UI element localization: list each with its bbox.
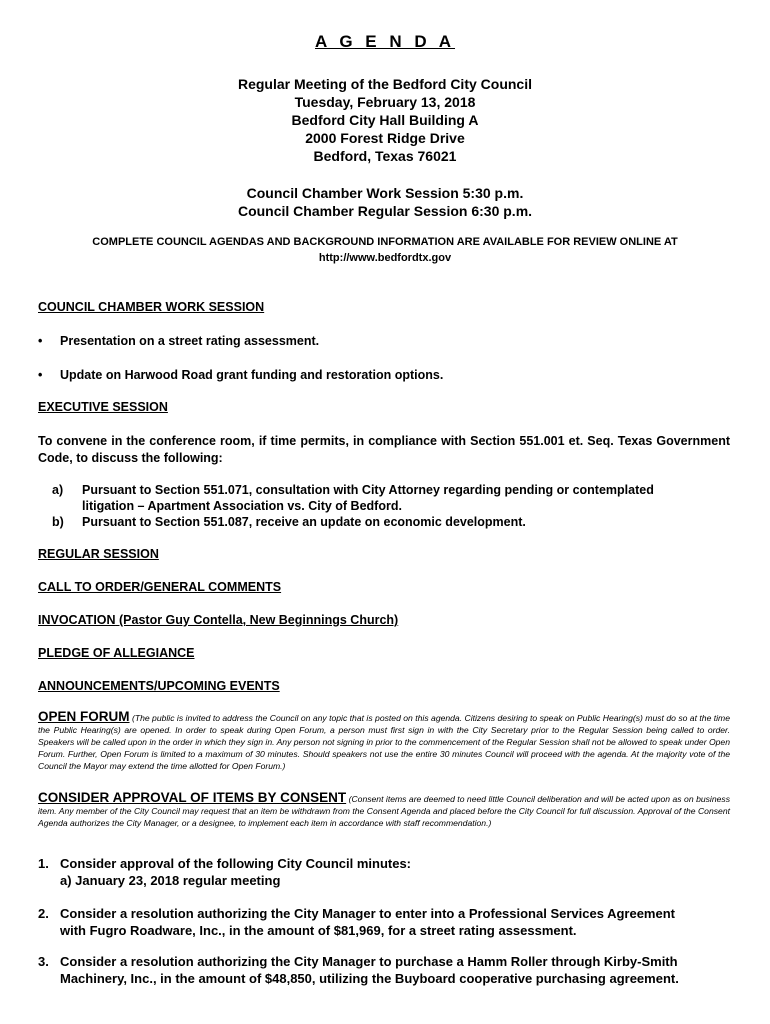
consent-block	[38, 792, 730, 829]
item-number: 1.	[38, 856, 49, 871]
call-to-order-heading: CALL TO ORDER/GENERAL COMMENTS	[38, 580, 282, 594]
invocation-heading	[38, 613, 398, 627]
item-line: Consider a resolution authorizing the City Manager to purchase a Hamm Roller through Kirby-Smith	[60, 954, 678, 969]
invocation-label: INVOCATION	[38, 613, 116, 627]
work-session-bullet-2	[38, 368, 443, 382]
meeting-city: Bedford, Texas 76021	[313, 148, 457, 164]
item-line: a) January 23, 2018 regular meeting	[60, 873, 281, 888]
consent-item-2	[38, 905, 732, 939]
work-session-heading: COUNCIL CHAMBER WORK SESSION	[38, 300, 265, 314]
open-forum-heading: OPEN FORUM	[38, 709, 130, 724]
consent-heading: CONSIDER APPROVAL OF ITEMS BY CONSENT	[38, 790, 347, 805]
executive-item-b	[52, 514, 730, 530]
executive-session-heading: EXECUTIVE SESSION	[38, 400, 168, 414]
invocation-detail: (Pastor Guy Contella, New Beginnings Church)	[115, 613, 399, 627]
item-line: with Fugro Roadware, Inc., in the amount of $81,969, for a street rating assessment.	[60, 923, 577, 938]
meeting-date: Tuesday, February 13, 2018	[294, 94, 476, 110]
meeting-building: Bedford City Hall Building A	[291, 112, 479, 128]
consent-item-1	[38, 855, 732, 889]
bullet-glyph: •	[38, 368, 43, 382]
executive-item-a	[52, 482, 730, 514]
consent-item-3	[38, 953, 732, 987]
executive-session-intro: To convene in the conference room, if time permits, in compliance with Section 551.001 et. Seq. Texas Government Code, to discuss the following:	[38, 434, 730, 465]
item-number: 2.	[38, 906, 49, 921]
work-session-bullet-1	[38, 334, 319, 348]
bullet-glyph: •	[38, 334, 43, 348]
item-label: a)	[52, 483, 64, 497]
agenda-title: A G E N D A	[314, 32, 456, 51]
work-session-time: Council Chamber Work Session 5:30 p.m.	[246, 185, 524, 201]
announcements-heading: ANNOUNCEMENTS/UPCOMING EVENTS	[38, 679, 280, 693]
regular-session-time: Council Chamber Regular Session 6:30 p.m.	[237, 203, 533, 219]
bullet-text: Update on Harwood Road grant funding and restoration options.	[60, 368, 444, 382]
meeting-street: 2000 Forest Ridge Drive	[305, 130, 465, 146]
online-notice-text: COMPLETE COUNCIL AGENDAS AND BACKGROUND INFORMATION ARE AVAILABLE FOR REVIEW ONLINE AT	[92, 236, 678, 248]
bullet-text: Presentation on a street rating assessment.	[60, 334, 320, 348]
item-line: Pursuant to Section 551.087, receive an update on economic development.	[82, 515, 526, 529]
item-line: litigation – Apartment Association vs. City of Bedford.	[82, 499, 402, 513]
item-label: b)	[52, 515, 64, 529]
item-line: Consider approval of the following City Council minutes:	[60, 856, 412, 871]
online-notice-url: http://www.bedfordtx.gov	[318, 252, 452, 264]
meeting-name: Regular Meeting of the Bedford City Council	[237, 76, 532, 92]
open-forum-note: (The public is invited to address the Council on any topic that is posted on this agenda. Citizens desiring to speak on Public Hearing(s) must do so at the time the Public Hearing(s) are opened. In order to speak during Open Forum, a person must first sign in with the City Secretary prior to the Regular Session being called to order. Speakers will be called upon in the order in which they sign in. Any person not signing in prior to the commencement of the Regular Session shall not be allowed to speak under Open Forum. Further, Open Forum is limited to a maximum of 30 minutes. Should speakers not use the entire 30 minutes Council will proceed with the agenda. At the majority vote of the Council the Mayor may extend the time allotted for Open Forum.)	[38, 713, 730, 771]
item-line: Consider a resolution authorizing the City Manager to enter into a Professional Services Agreement	[60, 906, 675, 921]
item-line: Machinery, Inc., in the amount of $48,850, utilizing the Buyboard cooperative purchasing agreement.	[60, 971, 679, 986]
pledge-heading: PLEDGE OF ALLEGIANCE	[38, 646, 195, 660]
consent-note: (Consent items are deemed to need little Council deliberation and will be acted upon as on business item. Any member of the City Council may request that an item be withdrawn from the Consent Agenda and placed before the City Council for full discussion. Approval of the Consent Agenda authorizes the City Manager, or a designee, to implement each item in accordance with staff recommendation.)	[38, 794, 730, 828]
online-notice	[30, 234, 740, 266]
open-forum-block	[38, 711, 730, 772]
item-number: 3.	[38, 954, 49, 969]
regular-session-heading: REGULAR SESSION	[38, 547, 159, 561]
item-line: Pursuant to Section 551.071, consultation with City Attorney regarding pending or contemplated	[82, 483, 654, 497]
